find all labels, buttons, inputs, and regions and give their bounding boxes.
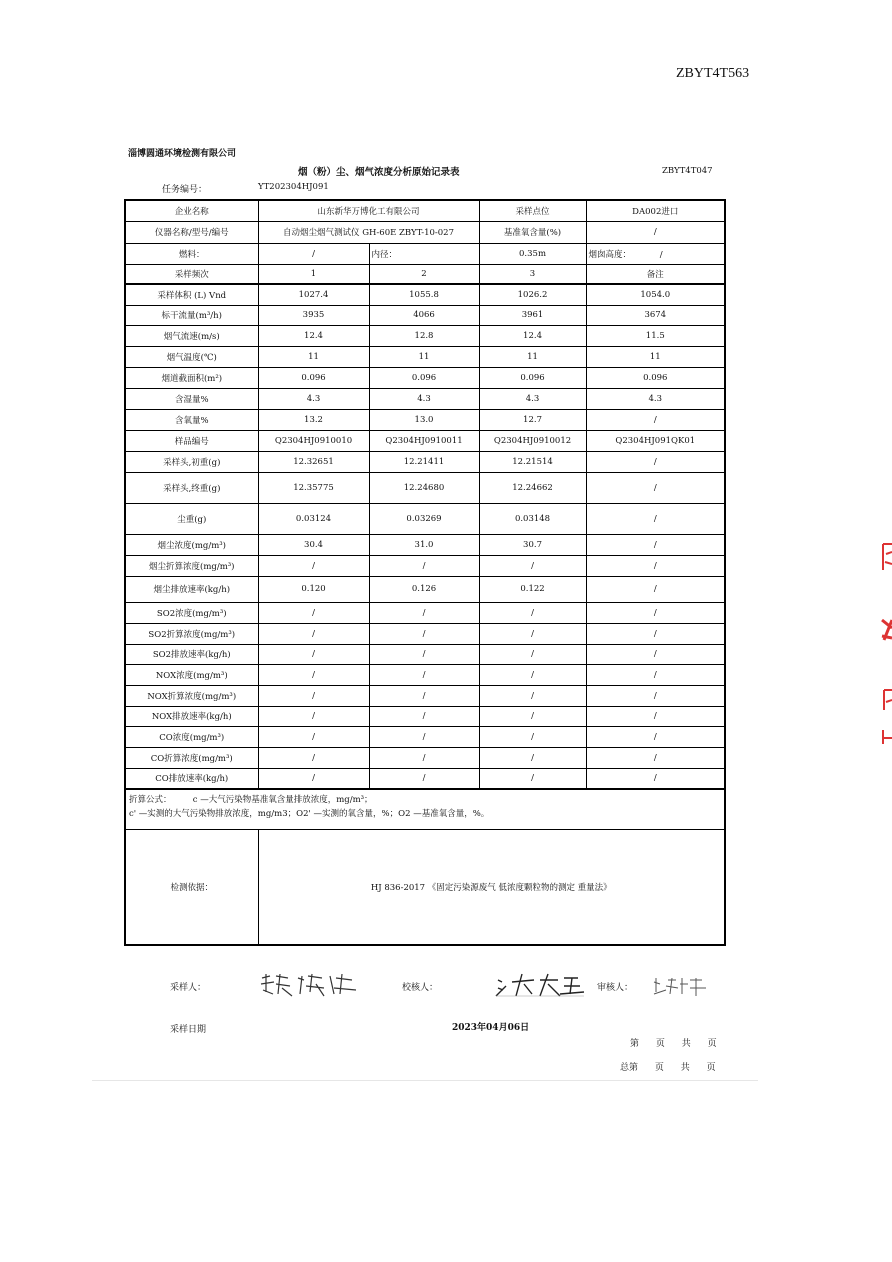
measurement-row <box>125 472 725 503</box>
enterprise-label: 企业名称 <box>125 200 258 221</box>
value-cell-3: / <box>479 685 586 706</box>
measurement-row <box>125 325 725 346</box>
row-label: 标干流量(m³/h) <box>125 305 258 325</box>
measurement-row <box>125 451 725 472</box>
remarks-cell: / <box>586 747 725 768</box>
value-cell-1: 12.4 <box>258 325 369 346</box>
value-cell-1: 4.3 <box>258 388 369 409</box>
measurement-row <box>125 576 725 602</box>
remarks-cell: / <box>586 685 725 706</box>
value-cell-1: / <box>258 706 369 726</box>
value-cell-1: 12.35775 <box>258 472 369 503</box>
remarks-cell: 1054.0 <box>586 284 725 305</box>
value-cell-3: 1026.2 <box>479 284 586 305</box>
remarks-cell: / <box>586 576 725 602</box>
value-cell-3: 12.4 <box>479 325 586 346</box>
company-name: 淄博圆通环境检测有限公司 <box>128 149 237 159</box>
value-cell-2: Q2304HJ0910011 <box>369 430 479 451</box>
o2-base-label: 基准氧含量(%) <box>479 221 586 243</box>
enterprise-value: 山东新华万博化工有限公司 <box>258 200 479 221</box>
value-cell-2: / <box>369 706 479 726</box>
value-cell-2: / <box>369 664 479 685</box>
value-cell-2: 1055.8 <box>369 284 479 305</box>
remarks-cell: Q2304HJ091QK01 <box>586 430 725 451</box>
value-cell-1: 12.32651 <box>258 451 369 472</box>
value-cell-2: 4066 <box>369 305 479 325</box>
remarks-cell: / <box>586 602 725 623</box>
value-cell-2: 0.03269 <box>369 503 479 534</box>
measurement-row <box>125 706 725 726</box>
value-cell-2: 4.3 <box>369 388 479 409</box>
value-cell-3: / <box>479 602 586 623</box>
value-cell-2: 31.0 <box>369 534 479 555</box>
sampling-date-label: 采样日期 <box>170 1025 207 1035</box>
remarks-cell: / <box>586 409 725 430</box>
row-label: NOX浓度(mg/m³) <box>125 664 258 685</box>
value-cell-3: / <box>479 644 586 664</box>
formula-cell <box>125 789 725 829</box>
task-number-label: 任务编号： <box>162 185 208 195</box>
measurement-row <box>125 503 725 534</box>
fuel-value: / <box>258 243 369 264</box>
measurement-row <box>125 388 725 409</box>
measurement-row <box>125 644 725 664</box>
measurement-row <box>125 430 725 451</box>
measurement-row <box>125 726 725 747</box>
row-label: 样品编号 <box>125 430 258 451</box>
value-cell-1: / <box>258 623 369 644</box>
remarks-cell: / <box>586 768 725 789</box>
row-label: 含氧量% <box>125 409 258 430</box>
value-cell-2: / <box>369 555 479 576</box>
value-cell-3: 3961 <box>479 305 586 325</box>
sampling-point-label: 采样点位 <box>479 200 586 221</box>
instrument-row <box>125 221 725 243</box>
sampling-date: 2023年04月06日 <box>452 1023 530 1033</box>
measurement-row <box>125 623 725 644</box>
value-cell-3: / <box>479 555 586 576</box>
sampling-point-value: DA002进口 <box>586 200 725 221</box>
row-label: CO折算浓度(mg/m³) <box>125 747 258 768</box>
value-cell-3: 4.3 <box>479 388 586 409</box>
remarks-cell: 11.5 <box>586 325 725 346</box>
value-cell-1: / <box>258 768 369 789</box>
remarks-cell: / <box>586 555 725 576</box>
measurement-row <box>125 555 725 576</box>
value-cell-3: 12.21514 <box>479 451 586 472</box>
form-code: ZBYT4T047 <box>662 166 713 176</box>
remarks-cell: / <box>586 472 725 503</box>
value-cell-1: / <box>258 555 369 576</box>
value-cell-1: 0.120 <box>258 576 369 602</box>
remarks-cell: 4.3 <box>586 388 725 409</box>
row-label: 烟气流速(m/s) <box>125 325 258 346</box>
row-label: 烟尘折算浓度(mg/m³) <box>125 555 258 576</box>
value-cell-2: 13.0 <box>369 409 479 430</box>
row-label: SO2排放速率(kg/h) <box>125 644 258 664</box>
value-cell-3: / <box>479 623 586 644</box>
sampler-signature <box>258 970 362 998</box>
value-cell-2: / <box>369 685 479 706</box>
chimney-height-cell <box>586 243 725 264</box>
record-table <box>124 199 726 946</box>
chimney-height-value: / <box>659 249 663 260</box>
frequency-label: 采样频次 <box>125 264 258 284</box>
enterprise-row <box>125 200 725 221</box>
inner-diameter-value: 0.35m <box>479 243 586 264</box>
formula-line-1: 折算公式： c —大气污染物基准氧含量排放浓度，mg/m³； <box>129 795 373 805</box>
measurement-row <box>125 346 725 367</box>
remarks-cell: / <box>586 623 725 644</box>
chimney-height-label: 烟囱高度： <box>588 249 632 260</box>
inner-diameter-label: 内径： <box>369 243 479 264</box>
fuel-label: 燃料： <box>125 243 258 264</box>
value-cell-3: 0.03148 <box>479 503 586 534</box>
measurement-row <box>125 664 725 685</box>
frequency-3: 3 <box>479 264 586 284</box>
remarks-cell: 11 <box>586 346 725 367</box>
row-label: 烟气温度(℃) <box>125 346 258 367</box>
value-cell-3: 0.096 <box>479 367 586 388</box>
value-cell-2: 0.096 <box>369 367 479 388</box>
remarks-cell: / <box>586 644 725 664</box>
instrument-value: 自动烟尘烟气测试仪 GH-60E ZBYT-10-027 <box>258 221 479 243</box>
measurement-row <box>125 602 725 623</box>
row-label: NOX排放速率(kg/h) <box>125 706 258 726</box>
value-cell-1: / <box>258 726 369 747</box>
checker-signature <box>494 970 586 998</box>
remarks-cell: / <box>586 451 725 472</box>
frequency-1: 1 <box>258 264 369 284</box>
value-cell-1: / <box>258 602 369 623</box>
value-cell-1: / <box>258 644 369 664</box>
basis-text: HJ 836-2017 《固定污染源废气 低浓度颗粒物的测定 重量法》 <box>258 829 725 945</box>
frequency-row <box>125 264 725 284</box>
row-label: SO2折算浓度(mg/m³) <box>125 623 258 644</box>
row-label: 采样头,初重(g) <box>125 451 258 472</box>
measurement-row <box>125 305 725 325</box>
value-cell-1: 13.2 <box>258 409 369 430</box>
row-label: SO2浓度(mg/m³) <box>125 602 258 623</box>
value-cell-3: 30.7 <box>479 534 586 555</box>
remarks-header: 备注 <box>586 264 725 284</box>
formula-line-2: c' —实测的大气污染物排放浓度，mg/m3；O2' —实测的氧含量，%；O2 —基准氧含量，%。 <box>129 809 490 819</box>
instrument-label: 仪器名称/型号/编号 <box>125 221 258 243</box>
value-cell-1: 30.4 <box>258 534 369 555</box>
value-cell-2: 12.24680 <box>369 472 479 503</box>
value-cell-2: / <box>369 602 479 623</box>
value-cell-3: / <box>479 768 586 789</box>
form-title: 烟（粉）尘、烟气浓度分析原始记录表 <box>298 167 460 178</box>
document-code: ZBYT4T563 <box>676 66 750 81</box>
value-cell-2: 12.8 <box>369 325 479 346</box>
frequency-2: 2 <box>369 264 479 284</box>
value-cell-2: / <box>369 623 479 644</box>
remarks-cell: / <box>586 503 725 534</box>
value-cell-1: / <box>258 664 369 685</box>
measurement-row <box>125 768 725 789</box>
value-cell-3: 12.7 <box>479 409 586 430</box>
basis-row <box>125 829 725 945</box>
value-cell-1: 11 <box>258 346 369 367</box>
value-cell-3: / <box>479 706 586 726</box>
row-label: NOX折算浓度(mg/m³) <box>125 685 258 706</box>
row-label: CO排放速率(kg/h) <box>125 768 258 789</box>
value-cell-3: Q2304HJ0910012 <box>479 430 586 451</box>
remarks-cell: / <box>586 726 725 747</box>
o2-base-value: / <box>586 221 725 243</box>
measurement-row <box>125 409 725 430</box>
measurement-row <box>125 284 725 305</box>
value-cell-2: / <box>369 644 479 664</box>
value-cell-1: 0.03124 <box>258 503 369 534</box>
fuel-row <box>125 243 725 264</box>
remarks-cell: / <box>586 534 725 555</box>
value-cell-2: / <box>369 768 479 789</box>
value-cell-1: / <box>258 685 369 706</box>
value-cell-2: / <box>369 747 479 768</box>
value-cell-2: / <box>369 726 479 747</box>
value-cell-2: 12.21411 <box>369 451 479 472</box>
value-cell-3: 12.24662 <box>479 472 586 503</box>
value-cell-3: / <box>479 726 586 747</box>
value-cell-1: / <box>258 747 369 768</box>
row-label: CO浓度(mg/m³) <box>125 726 258 747</box>
value-cell-1: Q2304HJ0910010 <box>258 430 369 451</box>
measurement-row <box>125 534 725 555</box>
value-cell-1: 0.096 <box>258 367 369 388</box>
value-cell-3: 0.122 <box>479 576 586 602</box>
remarks-cell: 3674 <box>586 305 725 325</box>
page-counter: 第 页 共 页 <box>630 1039 717 1049</box>
formula-row <box>125 789 725 829</box>
measurement-row <box>125 685 725 706</box>
checker-label: 校核人： <box>402 983 439 993</box>
basis-label: 检测依据： <box>125 829 258 945</box>
row-label: 烟尘排放速率(kg/h) <box>125 576 258 602</box>
row-label: 含湿量% <box>125 388 258 409</box>
remarks-cell: 0.096 <box>586 367 725 388</box>
sampler-label: 采样人： <box>170 983 207 993</box>
row-label: 烟尘浓度(mg/m³) <box>125 534 258 555</box>
row-label: 采样体积 (L) Vnd <box>125 284 258 305</box>
value-cell-3: / <box>479 664 586 685</box>
value-cell-3: / <box>479 747 586 768</box>
measurement-row <box>125 747 725 768</box>
reviewer-label: 审核人： <box>597 983 634 993</box>
total-page-counter: 总第 页 共 页 <box>620 1063 716 1073</box>
value-cell-2: 0.126 <box>369 576 479 602</box>
row-label: 尘重(g) <box>125 503 258 534</box>
page-bottom-rule <box>92 1080 758 1081</box>
value-cell-2: 11 <box>369 346 479 367</box>
remarks-cell: / <box>586 664 725 685</box>
value-cell-1: 1027.4 <box>258 284 369 305</box>
row-label: 烟道截面积(m²) <box>125 367 258 388</box>
red-seal-stamp <box>880 540 892 746</box>
row-label: 采样头,终重(g) <box>125 472 258 503</box>
measurement-row <box>125 367 725 388</box>
value-cell-3: 11 <box>479 346 586 367</box>
reviewer-signature <box>652 974 712 998</box>
remarks-cell: / <box>586 706 725 726</box>
value-cell-1: 3935 <box>258 305 369 325</box>
task-number: YT202304HJ091 <box>258 182 329 192</box>
